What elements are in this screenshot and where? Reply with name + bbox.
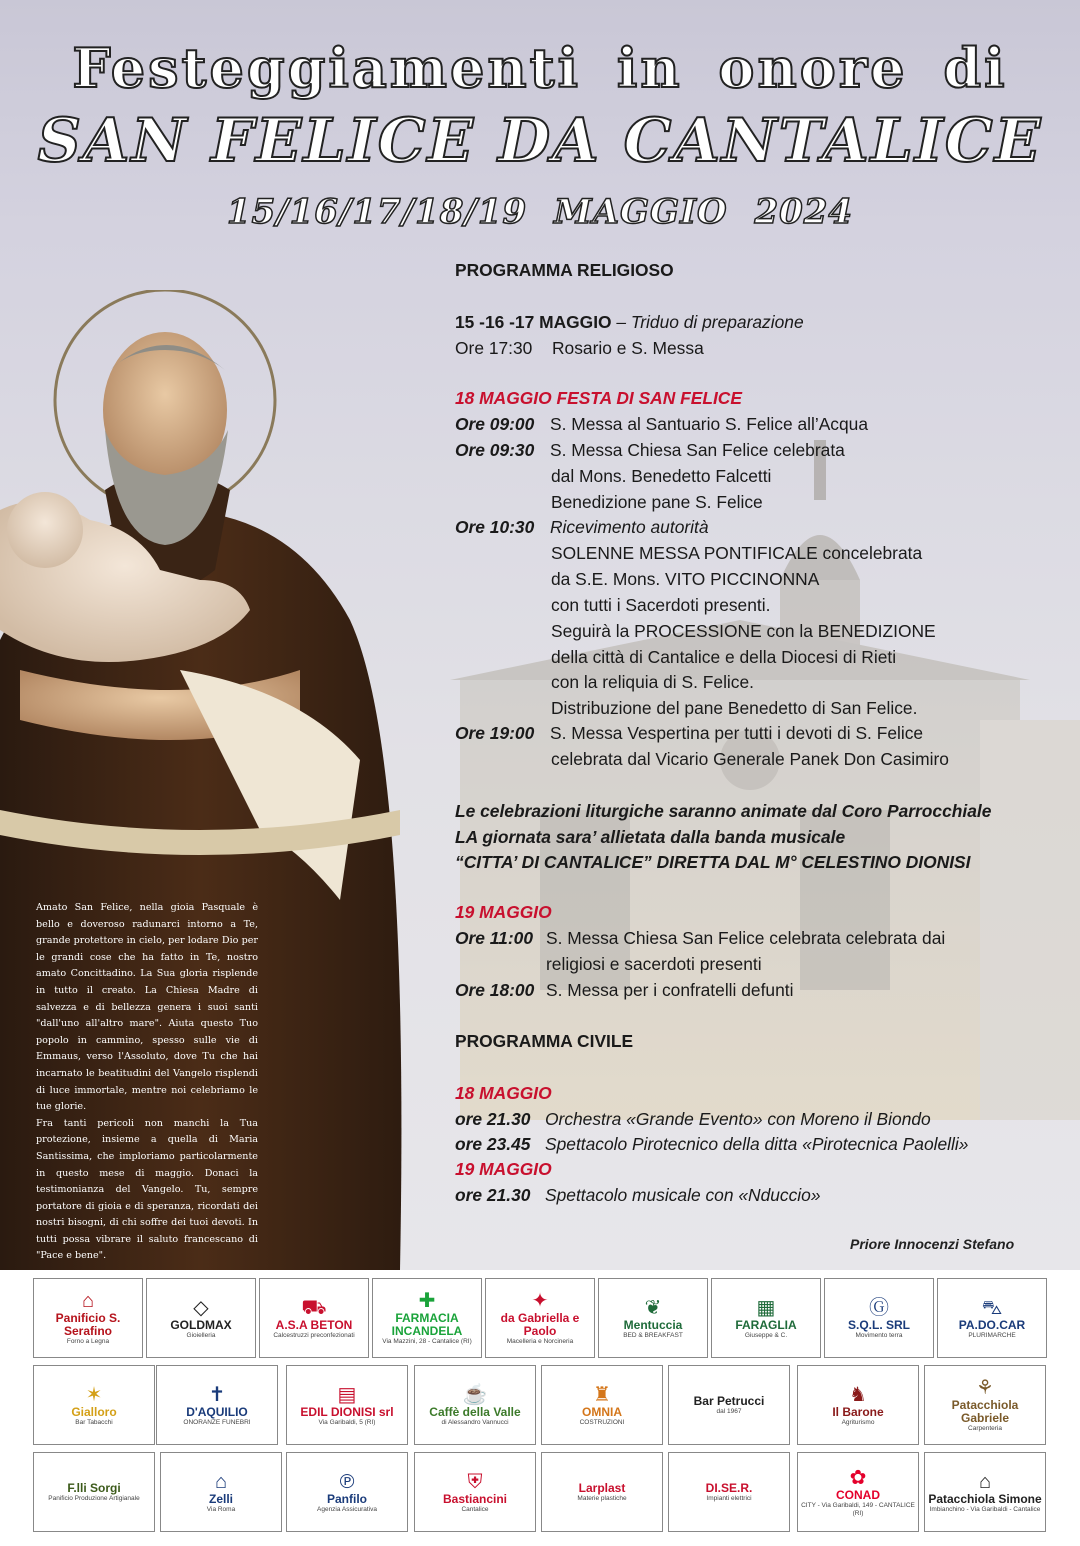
sponsor-subtitle: Cantalice [461,1505,489,1513]
sponsor-name: Bar Petrucci [693,1393,765,1408]
civile-time: ore 21.30 [455,1109,531,1129]
note-line: “CITTA’ DI CANTALICE” DIRETTA DAL M° CELESTINO DIONISI [455,852,971,872]
civile-item [455,1109,1055,1130]
sponsor-tile [146,1278,256,1358]
prayer-text [36,900,258,1270]
priore-signature: Priore Innocenzi Stefano [850,1236,1015,1252]
schedule-item [455,440,1055,461]
schedule-text: con tutti i Sacerdoti presenti. [551,595,771,615]
sponsor-subtitle: Movimento terra [855,1331,903,1339]
schedule-time: Ore 11:00 [455,928,533,948]
schedule-text: Benedizione pane S. Felice [551,492,763,512]
civile-day18-title: 18 MAGGIO [455,1083,552,1103]
schedule-text: Distribuzione del pane Benedetto di San Felice. [551,698,918,718]
sponsor-name: D'AQUILIO [186,1404,248,1419]
sponsor-tile [33,1278,143,1358]
triduo-line [455,312,1055,333]
sponsor-tile [259,1278,369,1358]
sponsor-subtitle: ONORANZE FUNEBRI [183,1418,251,1426]
sponsor-tile [924,1452,1046,1532]
note-line: Le celebrazioni liturgiche saranno animate dal Coro Parrocchiale [455,801,992,821]
tower-icon: ♜ [593,1383,611,1406]
sponsor-name: Gialloro [71,1404,117,1419]
sponsor-tile [824,1278,934,1358]
schedule-time: Ore 19:00 [455,723,535,743]
sponsor-name: FARMACIA INCANDELA [391,1311,463,1338]
title-dates: 15/16/17/18/19 MAGGIO 2024 [226,192,854,232]
coffee-cup-icon: ☕ [462,1383,488,1406]
triduo-desc: Rosario e S. Messa [552,338,704,358]
schedule-text: della città di Cantalice e della Diocesi di Rieti [551,647,897,667]
festa-title: 18 MAGGIO FESTA DI SAN FELICE [455,388,742,408]
civile-time: ore 23.45 [455,1134,531,1154]
sponsor-subtitle: Impianti elettrici [706,1494,752,1502]
sponsor-subtitle: di Alessandro Vannucci [441,1418,509,1426]
schedule-time: Ore 18:00 [455,980,535,1000]
sponsor-tile [372,1278,482,1358]
schedule-text: S. Messa Chiesa San Felice celebrata celebrata dai [546,928,946,948]
sponsor-name: S.Q.L. SRL [847,1317,910,1332]
sponsor-subtitle: Agriturismo [841,1418,875,1426]
triduo-text: – Triduo di preparazione [611,312,804,332]
sponsor-tile [541,1365,663,1445]
triduo-date: 15 -16 -17 MAGGIO [455,312,612,332]
sponsor-tile [668,1365,790,1445]
sponsor-name: Bastiancini [442,1491,508,1506]
schedule-text: S. Messa Chiesa San Felice celebrata [550,440,845,460]
sponsor-name: da Gabriella e Paolo [500,1311,580,1338]
sponsor-name: Mentuccia [623,1317,683,1332]
wheat-icon: ⚘ [976,1377,994,1399]
civile-text: Orchestra «Grande Evento» con Moreno il Biondo [545,1109,931,1129]
schedule-text: S. Messa per i confratelli defunti [546,980,794,1000]
section-title-religioso: PROGRAMMA RELIGIOSO [455,260,674,280]
sponsor-tile [33,1365,155,1445]
cross-icon: ✝ [208,1383,226,1406]
mixer-truck-icon: ⛟ [301,1296,327,1319]
sponsor-tile [598,1278,708,1358]
sponsor-tile [668,1452,790,1532]
sponsor-name: Panificio S. Serafino [55,1311,121,1338]
brick-wall-icon: ▤ [337,1383,357,1406]
flower-icon: ✿ [849,1466,867,1489]
sponsor-tile [160,1452,282,1532]
civile-item [455,1185,1055,1206]
sponsor-subtitle: Bar Tabacchi [75,1418,113,1426]
sponsor-subtitle: Via Garibaldi, 5 (RI) [318,1418,376,1426]
shield-icon: ⛨ [467,1470,483,1493]
pharmacy-cross-icon: ✚ [418,1290,436,1312]
sponsor-subtitle: PLURIMARCHE [968,1331,1016,1339]
sponsor-name: OMNIA [582,1404,622,1419]
sponsor-name: A.S.A BETON [275,1317,353,1332]
schedule-text: SOLENNE MESSA PONTIFICALE concelebrata [551,543,923,563]
sponsor-subtitle: Agenzia Assicurativa [317,1505,377,1513]
sponsor-subtitle: Forno a Legna [66,1338,110,1345]
note-line: LA giornata sara’ allietata dalla banda musicale [455,827,846,847]
sponsor-tile [937,1278,1047,1358]
schedule-text: religiosi e sacerdoti presenti [546,954,762,974]
civile-time: ore 21.30 [455,1185,531,1205]
schedule-time: Ore 09:30 [455,440,535,460]
sponsor-subtitle: Macelleria e Norcineria [506,1338,574,1345]
sponsor-subtitle: CITY - Via Garibaldi, 149 - CANTALICE (RI) [801,1501,915,1517]
sponsor-name: EDIL DIONISI srl [300,1404,394,1419]
sponsor-name: Zelli [208,1491,233,1506]
butcher-icon: ✦ [531,1290,549,1312]
sponsor-name: Larplast [578,1480,626,1495]
sponsor-subtitle: COSTRUZIONI [579,1418,625,1426]
leaf-icon: ❦ [644,1296,662,1319]
sponsor-tile [541,1452,663,1532]
sponsor-name: PA.DO.CAR [958,1317,1026,1332]
sponsor-name: FARAGLIA [735,1317,797,1332]
sponsor-name: Patacchiola Gabriele [951,1398,1019,1425]
sponsor-tile [33,1452,155,1532]
sponsor-tile [711,1278,821,1358]
schedule-text: da S.E. Mons. VITO PICCINONNA [551,569,820,589]
sponsor-name: Panfilo [326,1491,367,1506]
sponsor-subtitle: Materie plastiche [577,1494,627,1502]
sponsors-grid [0,1270,1080,1546]
triduo-time: Ore 17:30 [455,338,533,358]
schedule-text: S. Messa al Santuario S. Felice all’Acqua [550,414,869,434]
sponsor-subtitle: Panificio Produzione Artigianale [48,1494,140,1502]
sql-logo-icon: Ⓖ [869,1296,889,1319]
schedule-item [455,517,1055,538]
sponsor-subtitle: Imbianchino - Via Garibaldi - Cantalice [929,1505,1041,1513]
schedule-text: celebrata dal Vicario Generale Panek Don Casimiro [551,749,949,769]
sponsor-name: Patacchiola Simone [928,1491,1042,1506]
car-icon: ⛍ [981,1296,1003,1319]
schedule-text: S. Messa Vespertina per tutti i devoti di S. Felice [550,723,924,743]
schedule-text: dal Mons. Benedetto Falcetti [551,466,772,486]
title-festeggiamenti: Festeggiamenti in onore di [72,36,1008,100]
civile-item [455,1134,1055,1155]
prayer-paragraph-2: Fra tanti pericoli non manchi la Tua protezione, insieme a quella di Maria Santissima, che imploriamo particolarmente in questo mese di maggio. Donaci la testimonianza del Vangelo. Tu, sempre portatore di gioia e di speranza, ricordati dei nostri bisogni, di chi soffre dei tuoi devoti. In tutti possa vibrare il saluto francescano di "Pace e bene". [36,1117,258,1262]
sponsor-name: CONAD [836,1487,880,1502]
schedule-time: Ore 09:00 [455,414,535,434]
civile-text: Spettacolo musicale con «Nduccio» [545,1185,821,1205]
sponsor-name: Caffè della Valle [429,1404,521,1419]
sponsor-name: DI.SE.R. [705,1480,753,1495]
schedule-text: con la reliquia di S. Felice. [551,672,754,692]
sponsor-tile [414,1452,536,1532]
sponsor-tile [286,1452,408,1532]
sponsor-tile [286,1365,408,1445]
sponsor-tile [797,1452,919,1532]
building-icon: ▦ [756,1296,776,1319]
schedule-item [455,414,1055,435]
schedule-item [455,723,1055,744]
civile-text: Spettacolo Pirotecnico della ditta «Pirotecnica Paolelli» [545,1134,969,1154]
sponsor-tile [485,1278,595,1358]
schedule-text: Ricevimento autorità [550,517,709,537]
star-icon: ✶ [85,1383,103,1406]
sponsor-name: F.lli Sorgi [67,1480,121,1495]
sponsor-tile [414,1365,536,1445]
schedule-text: Seguirà la PROCESSIONE con la BENEDIZIONE [551,621,936,641]
title-saint-name: SAN FELICE DA CANTALICE [37,106,1043,176]
bread-icon: ⌂ [81,1290,95,1312]
sponsor-name: Il Barone [832,1404,884,1419]
horse-icon: ♞ [849,1383,867,1406]
schedule-time: Ore 10:30 [455,517,535,537]
sponsor-subtitle: Giuseppe & C. [744,1331,788,1339]
sponsor-subtitle: Via Roma [206,1505,236,1513]
sponsor-subtitle: Gioielleria [186,1331,216,1339]
sponsor-tile [797,1365,919,1445]
sponsor-tile [924,1365,1046,1445]
sponsor-subtitle: BED & BREAKFAST [623,1331,683,1339]
sponsor-tile [156,1365,278,1445]
civile-day19-title: 19 MAGGIO [455,1159,552,1179]
sponsor-subtitle: Calcestruzzi preconfezionati [273,1331,355,1339]
day19-title: 19 MAGGIO [455,902,552,922]
schedule-item [455,980,1055,1001]
diamond-icon: ◇ [193,1296,209,1319]
section-title-civile: PROGRAMMA CIVILE [455,1031,634,1051]
triduo-time-line [455,338,1055,359]
schedule-item [455,928,1055,949]
sponsor-subtitle: Via Mazzini, 28 - Cantalice (RI) [382,1338,472,1345]
p-logo-icon: ℗ [339,1470,355,1493]
house-icon: ⌂ [214,1470,228,1493]
house-icon: ⌂ [978,1470,992,1493]
sponsor-subtitle: dal 1967 [716,1407,742,1415]
prayer-paragraph-1: Amato San Felice, nella gioia Pasquale è bello e doveroso radunarci intorno a Te, grande protettore in cielo, per lodare Dio per le grandi cose che ha fatto in Te, nostro amato Concittadino. La Sua gloria risplende in tutto il creato. La Chiesa Madre di salvezza e di bellezza genera i suoi santi "dall'uno all'altro mare". Aiuta questo Tuo popolo in cammino, spesso sulle vie di Emmaus, verso l'Assoluto, dove Tu che hai incarnato le beatitudini del Vangelo risplendi di luce immortale, mentre noi celebriamo le tue glorie. [36,902,258,1113]
sponsor-name: GOLDMAX [170,1317,232,1332]
sponsor-subtitle: Carpenteria [968,1425,1002,1432]
